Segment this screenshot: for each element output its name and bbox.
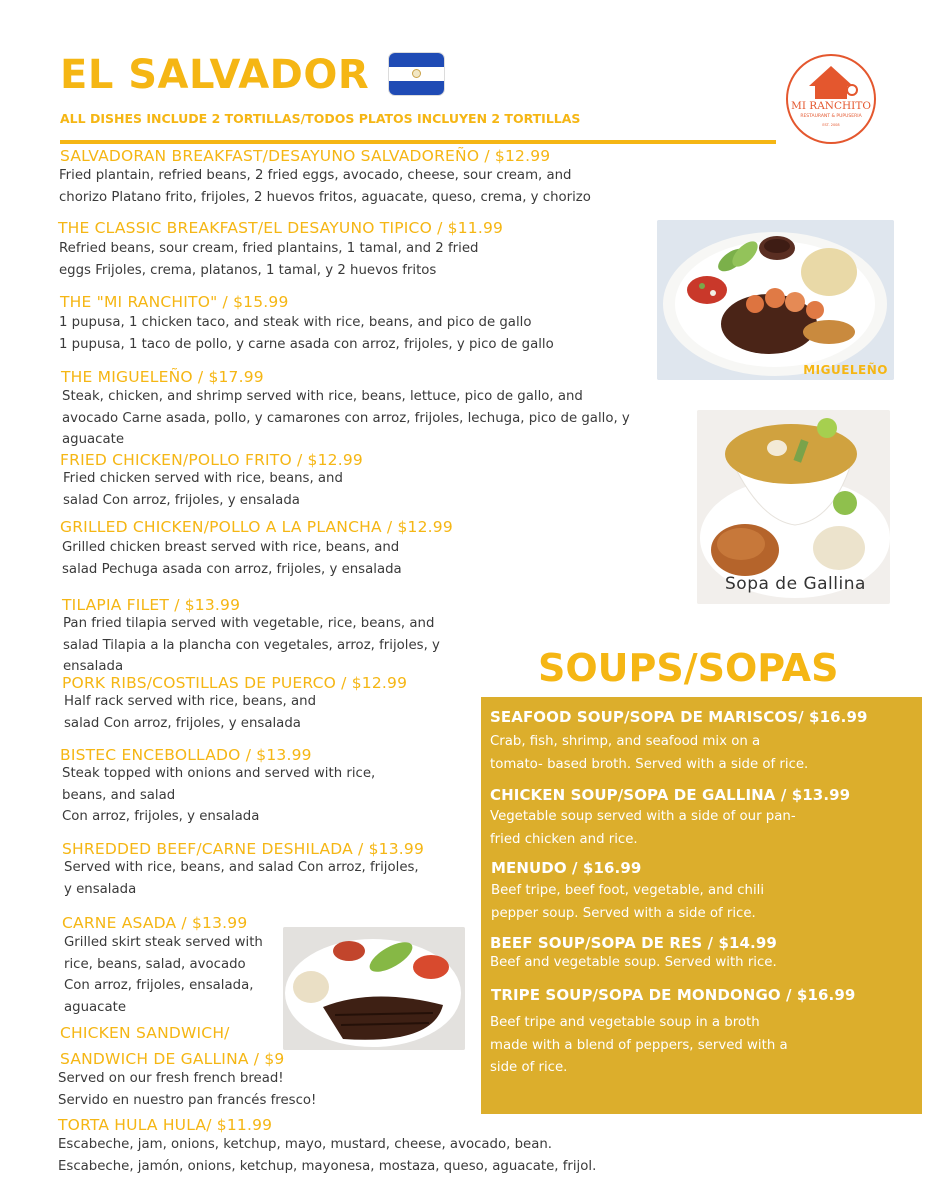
item-description: Escabeche, jam, onions, ketchup, mayo, mustard, cheese, avocado, bean. Escabeche, jamón, onions, ketchup, mayonesa, mostaza, queso, aguacate, frijol. xyxy=(58,1137,597,1174)
item-title: THE CLASSIC BREAKFAST/EL DESAYUNO TIPICO / $11.99 xyxy=(58,219,504,237)
logo-wheel-icon xyxy=(846,84,858,96)
item-description: Refried beans, sour cream, fried plantains, 1 tamal, and 2 fried eggs Frijoles, crema, platanos, 1 tamal, y 2 huevos fritos xyxy=(59,241,479,278)
item-title: THE MIGUELEÑO / $17.99 xyxy=(61,368,264,386)
mi-ranchito-logo xyxy=(786,54,876,144)
item-description: Fried chicken served with rice, beans, and salad Con arroz, frijoles, y ensalada xyxy=(63,471,343,508)
page-title: EL SALVADOR xyxy=(60,52,370,98)
item-description: Half rack served with rice, beans, and salad Con arroz, frijoles, y ensalada xyxy=(64,694,317,731)
el-salvador-flag-icon xyxy=(389,53,444,95)
header-divider xyxy=(60,140,776,144)
item-title: BISTEC ENCEBOLLADO / $13.99 xyxy=(60,746,312,764)
sopa-caption: Sopa de Gallina xyxy=(725,574,866,594)
item-description: Served on our fresh french bread! Servido en nuestro pan francés fresco! xyxy=(58,1071,317,1108)
logo-tagline: RESTAURANT & PUPUSERIA xyxy=(800,114,862,119)
item-title: THE "MI RANCHITO" / $15.99 xyxy=(60,293,289,311)
item-title-line-2: SANDWICH DE GALLINA / $9 xyxy=(60,1050,285,1068)
item-title: GRILLED CHICKEN/POLLO A LA PLANCHA / $12.99 xyxy=(60,518,453,536)
item-description: Grilled chicken breast served with rice, beans, and salad Pechuga asada con arroz, frijoles, y ensalada xyxy=(62,540,402,577)
migueleno-photo xyxy=(657,220,894,380)
soup-title: CHICKEN SOUP/SOPA DE GALLINA / $13.99 xyxy=(490,786,851,804)
item-description: Fried plantain, refried beans, 2 fried eggs, avocado, cheese, sour cream, and chorizo Platano frito, frijoles, 2 huevos fritos, aguacate, queso, crema, y chorizo xyxy=(59,168,591,205)
logo-est: EST. 2008 xyxy=(822,123,840,127)
soup-title: TRIPE SOUP/SOPA DE MONDONGO / $16.99 xyxy=(491,986,856,1004)
soup-description: Crab, fish, shrimp, and seafood mix on a tomato- based broth. Served with a side of rice. xyxy=(490,734,809,772)
item-title: CHICKEN SANDWICH/ xyxy=(60,1024,230,1042)
soup-description: Vegetable soup served with a side of our pan- fried chicken and rice. xyxy=(490,809,796,847)
soup-title: SEAFOOD SOUP/SOPA DE MARISCOS/ $16.99 xyxy=(490,708,868,726)
migueleno-plate-illustration xyxy=(657,220,894,380)
soup-title: BEEF SOUP/SOPA DE RES / $14.99 xyxy=(490,934,777,952)
item-description: Steak topped with onions and served with rice, beans, and salad Con arroz, frijoles, y ensalada xyxy=(62,766,376,824)
carne-asada-plate-illustration xyxy=(283,927,465,1050)
soup-description: Beef tripe, beef foot, vegetable, and chili pepper soup. Served with a side of rice. xyxy=(491,883,765,921)
logo-name: MI RANCHITO xyxy=(791,100,871,112)
logo-roof-icon xyxy=(809,66,853,86)
soups-title: SOUPS/SOPAS xyxy=(538,646,839,690)
tortillas-note: ALL DISHES INCLUDE 2 TORTILLAS/TODOS PLATOS INCLUYEN 2 TORTILLAS xyxy=(60,111,581,126)
item-title: FRIED CHICKEN/POLLO FRITO / $12.99 xyxy=(60,451,363,469)
item-title: SHREDDED BEEF/CARNE DESHILADA / $13.99 xyxy=(62,840,425,858)
soup-title: MENUDO / $16.99 xyxy=(491,859,642,877)
item-title: CARNE ASADA / $13.99 xyxy=(62,914,248,932)
soup-description: Beef and vegetable soup. Served with rice. xyxy=(490,955,777,970)
item-title: PORK RIBS/COSTILLAS DE PUERCO / $12.99 xyxy=(62,674,408,692)
item-title: TORTA HULA HULA/ $11.99 xyxy=(58,1116,273,1134)
item-description: Pan fried tilapia served with vegetable, rice, beans, and salad Tilapia a la plancha con vegetales, arroz, frijoles, y ensalada xyxy=(63,616,440,674)
item-description: Steak, chicken, and shrimp served with rice, beans, lettuce, pico de gallo, and avocado Carne asada, pollo, y camarones con arroz, frijoles, lechuga, pico de gallo, y aguacate xyxy=(62,389,630,447)
soup-description: Beef tripe and vegetable soup in a broth made with a blend of peppers, served with a side of rice. xyxy=(490,1015,788,1075)
sopa-de-gallina-photo xyxy=(697,410,890,604)
item-title: SALVADORAN BREAKFAST/DESAYUNO SALVADOREÑO / $12.99 xyxy=(60,147,551,165)
item-description: 1 pupusa, 1 chicken taco, and steak with rice, beans, and pico de gallo 1 pupusa, 1 taco de pollo, y carne asada con arroz, frijoles, y pico de gallo xyxy=(59,315,554,352)
migueleno-caption: MIGUELEÑO xyxy=(803,363,888,377)
item-description: Served with rice, beans, and salad Con arroz, frijoles, y ensalada xyxy=(64,860,419,897)
item-description: Grilled skirt steak served with rice, beans, salad, avocado Con arroz, frijoles, ensalada, aguacate xyxy=(64,935,263,1015)
item-title: TILAPIA FILET / $13.99 xyxy=(62,596,241,614)
carne-asada-photo xyxy=(283,927,465,1050)
logo-house-icon xyxy=(815,85,847,99)
